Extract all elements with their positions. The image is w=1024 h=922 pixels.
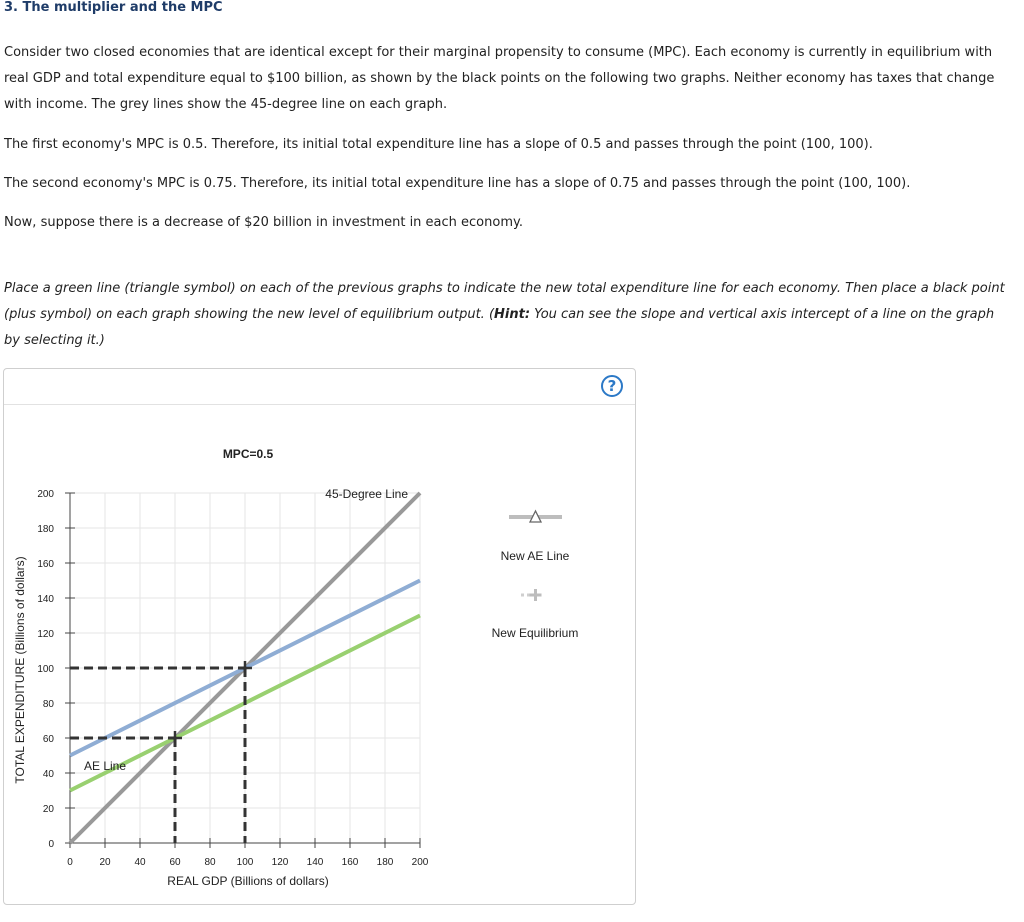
series-label-ae-line: AE Line [84,759,127,773]
x-tick-label-180: 180 [376,857,394,868]
x-tick-label-140: 140 [306,857,324,868]
instructions-part-1: Place a green line (triangle symbol) on each of the previous graphs to indicate the new total expenditure line for each economy. Then place a black point (plus symbol) on each graph showing the new level of equilibrium output. ( [4,281,1005,322]
y-tick-label-40: 40 [42,769,54,780]
y-tick-label-200: 200 [37,489,54,500]
legend-new-ae-line-label: New AE Line [500,549,570,563]
x-tick-label-100: 100 [236,857,254,868]
x-tick-label-200: 200 [411,857,429,868]
intro-paragraph-4: Now, suppose there is a decrease of $20 billion in investment in each economy. [4,215,523,230]
hint-label: Hint: [494,307,531,322]
graph-panel [3,368,636,905]
x-tick-label-80: 80 [204,857,216,868]
legend-new-equilibrium-tool[interactable] [521,589,542,601]
y-tick-label-80: 80 [42,699,54,710]
y-tick-label-140: 140 [37,594,54,605]
x-tick-label-0: 0 [67,857,73,868]
y-tick-label-160: 160 [37,559,54,570]
y-axis-label: TOTAL EXPENDITURE (Billions of dollars) [13,556,27,784]
y-tick-label-20: 20 [42,804,54,815]
plus-icon [530,589,542,601]
x-tick-label-20: 20 [99,857,111,868]
intro-paragraph-1: Consider two closed economies that are identical except for their marginal propensity to consume (MPC). Each economy is currently in equilibrium with real GDP and total expenditure equal to $100 billion, as shown by the black points on the following two graphs. Neither economy has taxes that change with income. The grey lines show the 45-degree line on each graph. [4,45,995,112]
section-heading: 3. The multiplier and the MPC [4,0,223,15]
instructions [4,276,1009,354]
chart-title: MPC=0.5 [222,447,274,461]
chart-mpc-0-5[interactable] [4,369,635,904]
y-tick-label-60: 60 [42,734,54,745]
series-label-45-degree-line: 45-Degree Line [325,487,408,501]
legend-new-equilibrium-label: New Equilibrium [491,626,579,640]
intro-paragraph-3: The second economy's MPC is 0.75. Therefore, its initial total expenditure line has a slope of 0.75 and passes through the point (100, 100). [4,176,911,191]
y-tick-label-180: 180 [37,524,54,535]
x-tick-label-120: 120 [271,857,289,868]
help-icon[interactable]: ? [601,375,623,397]
intro-paragraph-2: The first economy's MPC is 0.5. Therefore, its initial total expenditure line has a slope of 0.5 and passes through the point (100, 100). [4,137,873,152]
x-axis-label: REAL GDP (Billions of dollars) [167,874,329,888]
legend-new-ae-line-tool[interactable] [509,511,562,522]
x-tick-label-60: 60 [169,857,181,868]
x-tick-label-160: 160 [341,857,359,868]
x-tick-label-40: 40 [134,857,146,868]
instructions-part-2: You can see the slope and vertical axis intercept of a line on the graph by selecting it.) [4,307,995,348]
y-tick-label-120: 120 [37,629,54,640]
y-tick-label-0: 0 [48,839,54,850]
y-tick-label-100: 100 [37,664,54,675]
